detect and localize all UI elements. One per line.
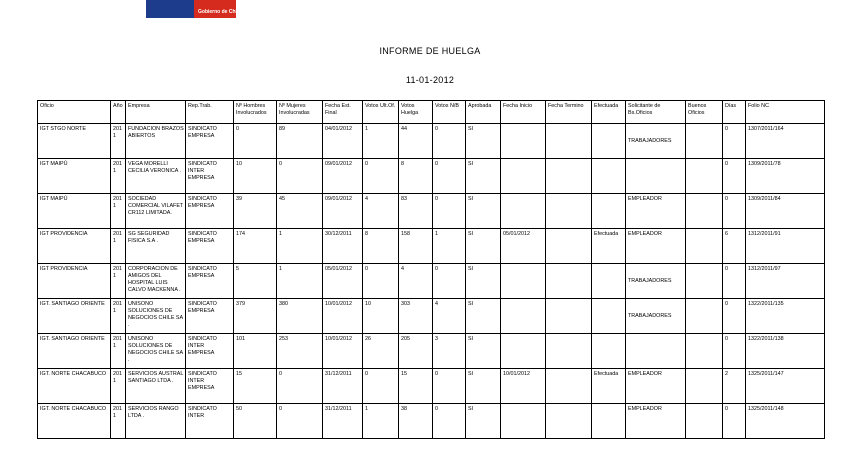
table-row <box>38 299 825 334</box>
table-cell <box>686 404 723 439</box>
table-cell <box>686 264 723 299</box>
table-cell: 0 <box>277 369 323 404</box>
table-cell <box>686 124 723 159</box>
table-cell <box>501 194 546 229</box>
table-cell: 0 <box>433 194 466 229</box>
table-cell: 6 <box>723 229 746 264</box>
table-cell: 0 <box>277 404 323 439</box>
table-cell <box>592 299 626 334</box>
table-cell: IGT PROVIDENCIA <box>38 264 111 299</box>
table-header-row <box>38 101 825 124</box>
table-cell: IGT. NORTE CHACABUCO <box>38 369 111 404</box>
table-cell: SG SEGURIDAD FISICA S.A . <box>126 229 186 264</box>
table-cell <box>626 159 686 194</box>
column-header: Votos N/B <box>433 101 466 124</box>
column-header: Votos Huelga <box>399 101 433 124</box>
table-cell: 1325/2011/147 <box>746 369 825 404</box>
table-cell: 1312/2011/97 <box>746 264 825 299</box>
table-cell <box>686 229 723 264</box>
table-row <box>38 194 825 229</box>
table-cell: 1309/2011/84 <box>746 194 825 229</box>
table-cell: 101 <box>234 334 277 369</box>
table-cell <box>626 334 686 369</box>
column-header: Fecha Inicio <box>501 101 546 124</box>
table-cell: 2011 <box>111 229 126 264</box>
table-cell: 04/01/2012 <box>323 124 363 159</box>
table-cell: 0 <box>277 159 323 194</box>
table-row <box>38 124 825 159</box>
table-cell: 45 <box>277 194 323 229</box>
table-cell: 8 <box>399 159 433 194</box>
logo-blue-bar <box>146 0 194 18</box>
table-cell <box>686 299 723 334</box>
table-cell: SERVICIOS RANGO LTDA . <box>126 404 186 439</box>
table-cell: 0 <box>723 404 746 439</box>
table-cell <box>592 159 626 194</box>
table-cell <box>546 229 592 264</box>
table-cell: 31/12/2011 <box>323 404 363 439</box>
table-cell: Efectuada <box>592 369 626 404</box>
table-cell: 0 <box>723 159 746 194</box>
table-cell: EMPLEADOR <box>626 404 686 439</box>
table-cell: VEGA MORELLI CECILIA VERONICA . <box>126 159 186 194</box>
table-cell: 1 <box>277 229 323 264</box>
column-header: Nº Hombres Involucrados <box>234 101 277 124</box>
table-cell: CORPORACION DE AMIGOS DEL HOSPITAL LUIS CALVO MACKENNA . <box>126 264 186 299</box>
table-cell: 0 <box>433 404 466 439</box>
table-cell: 253 <box>277 334 323 369</box>
table-cell: 30/12/2011 <box>323 229 363 264</box>
table-cell: 1312/2011/91 <box>746 229 825 264</box>
table-cell <box>501 264 546 299</box>
column-header: Rep.Trab. <box>186 101 234 124</box>
table-cell <box>686 369 723 404</box>
table-cell <box>686 334 723 369</box>
table-cell: TRABAJADORES <box>626 124 686 159</box>
table-cell <box>501 299 546 334</box>
table-cell: 31/12/2011 <box>323 369 363 404</box>
table-cell: SINDICATO EMPRESA <box>186 299 234 334</box>
table-cell: 158 <box>399 229 433 264</box>
table-cell: 1307/2011/164 <box>746 124 825 159</box>
table-cell <box>501 404 546 439</box>
table-cell: 26 <box>363 334 399 369</box>
table-cell: 2011 <box>111 334 126 369</box>
column-header: Votos Ult.Of. <box>363 101 399 124</box>
table-cell <box>592 264 626 299</box>
table-cell: UNISONO SOLUCIONES DE NEGOCIOS CHILE SA . <box>126 299 186 334</box>
table-cell: 4 <box>399 264 433 299</box>
table-cell: 2011 <box>111 369 126 404</box>
column-header: Aprobada <box>466 101 501 124</box>
column-header: Folio NC <box>746 101 825 124</box>
table-cell <box>592 194 626 229</box>
table-cell: 8 <box>363 229 399 264</box>
table-row <box>38 229 825 264</box>
table-cell: 1322/2011/135 <box>746 299 825 334</box>
table-cell: 379 <box>234 299 277 334</box>
table-cell: 39 <box>234 194 277 229</box>
column-header: Año <box>111 101 126 124</box>
table-cell: 174 <box>234 229 277 264</box>
table-cell: TRABAJADORES <box>626 264 686 299</box>
table-cell: FUNDACION BRAZOS ABIERTOS <box>126 124 186 159</box>
table-cell <box>592 334 626 369</box>
table-cell: SINDICATO INTER EMPRESA <box>186 159 234 194</box>
table-cell: SINDICATO EMPRESA <box>186 229 234 264</box>
table-cell: 89 <box>277 124 323 159</box>
table-cell: 2011 <box>111 404 126 439</box>
table-cell: SINDICATO EMPRESA <box>186 124 234 159</box>
table-cell: 09/01/2012 <box>323 159 363 194</box>
table-cell: 303 <box>399 299 433 334</box>
table-cell: 44 <box>399 124 433 159</box>
table-cell: 0 <box>433 124 466 159</box>
table-cell <box>592 124 626 159</box>
table-cell <box>546 124 592 159</box>
table-row <box>38 264 825 299</box>
table-cell: 0 <box>363 369 399 404</box>
table-cell: UNISONO SOLUCIONES DE NEGOCIOS CHILE SA . <box>126 334 186 369</box>
table-cell <box>546 334 592 369</box>
table-cell: 1 <box>433 229 466 264</box>
gobierno-de-chile-logo <box>146 0 242 18</box>
table-cell: IGT MAIPÚ <box>38 194 111 229</box>
table-cell: 15 <box>399 369 433 404</box>
table-cell: 4 <box>433 299 466 334</box>
table-cell: 10 <box>234 159 277 194</box>
table-cell <box>592 404 626 439</box>
table-cell: SINDICATO INTER EMPRESA <box>186 334 234 369</box>
table-row <box>38 404 825 439</box>
table-cell: 83 <box>399 194 433 229</box>
table-cell: 38 <box>399 404 433 439</box>
table-cell: 2011 <box>111 159 126 194</box>
table-cell <box>686 194 723 229</box>
table-cell: SI <box>466 194 501 229</box>
table-cell: 1 <box>363 404 399 439</box>
table-cell: SI <box>466 369 501 404</box>
table-cell: 50 <box>234 404 277 439</box>
column-header: Buenos Oficios <box>686 101 723 124</box>
table-cell: SINDICATO EMPRESA <box>186 264 234 299</box>
table-cell: IGT STGO NORTE <box>38 124 111 159</box>
table-cell <box>501 159 546 194</box>
table-cell: 0 <box>723 264 746 299</box>
table-cell: 2011 <box>111 299 126 334</box>
table-cell: 0 <box>723 124 746 159</box>
table-cell: 15 <box>234 369 277 404</box>
table-cell <box>501 334 546 369</box>
table-cell <box>546 299 592 334</box>
table-cell: 1309/2011/78 <box>746 159 825 194</box>
column-header: Empresa <box>126 101 186 124</box>
table-cell: 1 <box>277 264 323 299</box>
table-cell: 0 <box>723 334 746 369</box>
table-cell: IGT PROVIDENCIA <box>38 229 111 264</box>
table-cell: EMPLEADOR <box>626 369 686 404</box>
table-cell: 1 <box>363 124 399 159</box>
table-cell: EMPLEADOR <box>626 229 686 264</box>
table-cell: 0 <box>363 264 399 299</box>
table-cell: 10/01/2012 <box>323 299 363 334</box>
table-cell: IGT. SANTIAGO ORIENTE <box>38 299 111 334</box>
table-cell: SI <box>466 264 501 299</box>
table-cell: SI <box>466 124 501 159</box>
table-cell: 0 <box>363 159 399 194</box>
table-cell <box>686 159 723 194</box>
table-cell <box>546 264 592 299</box>
table-cell: 09/01/2012 <box>323 194 363 229</box>
table-cell: SI <box>466 404 501 439</box>
table-cell <box>546 404 592 439</box>
table-cell <box>546 159 592 194</box>
table-cell: 4 <box>363 194 399 229</box>
logo-text: Gobierno de Chile <box>198 9 242 15</box>
table-cell <box>501 124 546 159</box>
table-cell: SINDICATO INTER <box>186 404 234 439</box>
table-cell: IGT. SANTIAGO ORIENTE <box>38 334 111 369</box>
table-cell: IGT MAIPÚ <box>38 159 111 194</box>
report-title: INFORME DE HUELGA <box>379 46 481 56</box>
table-body <box>38 124 825 439</box>
table-cell: 05/01/2012 <box>323 264 363 299</box>
column-header: Días <box>723 101 746 124</box>
column-header: Solicitante de Bs.Oficios <box>626 101 686 124</box>
table-cell: 2011 <box>111 124 126 159</box>
table-cell: 1325/2011/148 <box>746 404 825 439</box>
table-cell <box>546 194 592 229</box>
table-cell: 0 <box>433 369 466 404</box>
table-cell: 2011 <box>111 264 126 299</box>
table-row <box>38 159 825 194</box>
table-row <box>38 369 825 404</box>
column-header: Fecha Est. Final <box>323 101 363 124</box>
table-cell: SINDICATO INTER EMPRESA <box>186 369 234 404</box>
column-header: Fecha Termino <box>546 101 592 124</box>
table-cell: 10/01/2012 <box>501 369 546 404</box>
table-cell: 3 <box>433 334 466 369</box>
table-cell: 10/01/2012 <box>323 334 363 369</box>
table-cell: SOCIEDAD COMERCIAL VILAFET CR112 LIMITADA. <box>126 194 186 229</box>
column-header: Oficio <box>38 101 111 124</box>
report-date: 11-01-2012 <box>405 75 455 85</box>
table-cell: 205 <box>399 334 433 369</box>
table-cell: Efectuada <box>592 229 626 264</box>
table-cell: TRABAJADORES <box>626 299 686 334</box>
table-cell: IGT. NORTE CHACABUCO <box>38 404 111 439</box>
table-cell <box>546 369 592 404</box>
table-cell: 1322/2011/138 <box>746 334 825 369</box>
column-header: Nº Mujeres Involucradas <box>277 101 323 124</box>
strike-report-table <box>37 100 825 439</box>
table-cell: 0 <box>234 124 277 159</box>
table-cell: 0 <box>433 159 466 194</box>
table-cell: 05/01/2012 <box>501 229 546 264</box>
table-cell: SI <box>466 299 501 334</box>
table-cell: 0 <box>433 264 466 299</box>
table-cell: SI <box>466 229 501 264</box>
table-cell: SINDICATO EMPRESA <box>186 194 234 229</box>
table-row <box>38 334 825 369</box>
table-cell: SERVICIOS AUSTRAL SANTIAGO LTDA . <box>126 369 186 404</box>
table-cell: EMPLEADOR <box>626 194 686 229</box>
table-cell: SI <box>466 334 501 369</box>
table-cell: 10 <box>363 299 399 334</box>
table-cell: 5 <box>234 264 277 299</box>
table-cell: 0 <box>723 194 746 229</box>
table-cell: 380 <box>277 299 323 334</box>
table-cell: 2 <box>723 369 746 404</box>
table-cell: 0 <box>723 299 746 334</box>
column-header: Efectuada <box>592 101 626 124</box>
table-cell: SI <box>466 159 501 194</box>
table-cell: 2011 <box>111 194 126 229</box>
